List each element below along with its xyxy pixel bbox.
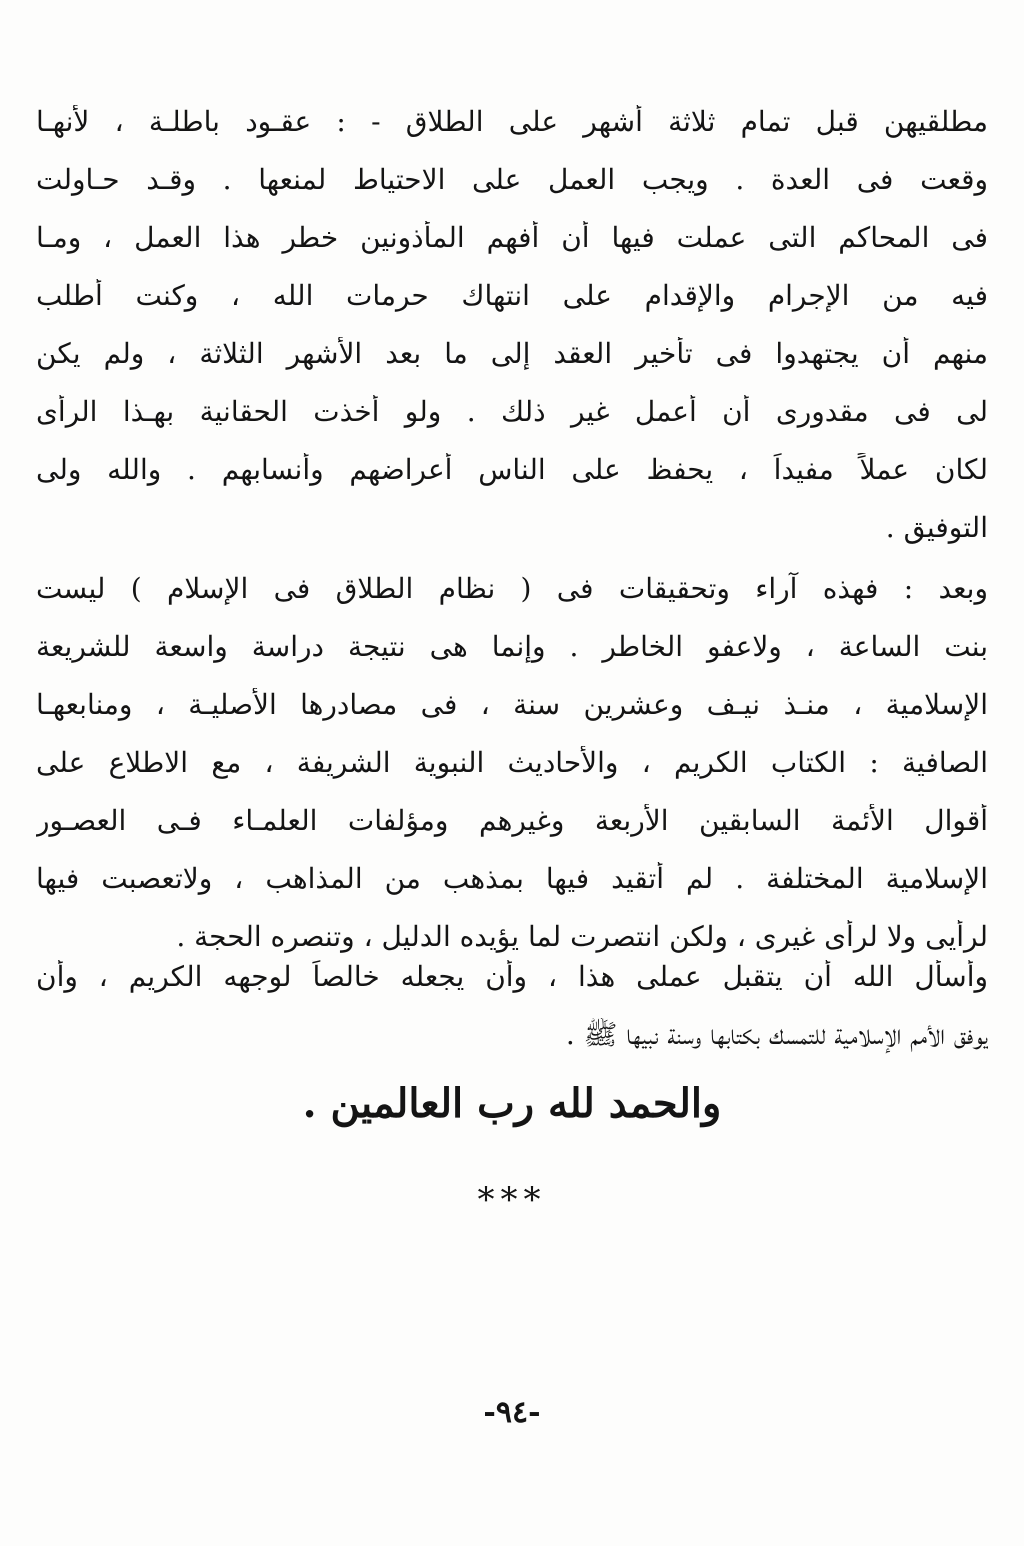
- bleed-through-line: [90, 1300, 920, 1360]
- text-line: منهم أن يجتهدوا فى تأخير العقد إلى ما بعد الأشهر الثلاثة ، ولم يكن: [36, 337, 988, 370]
- text-line: أقوال الأئمة السابقين الأربعة وغيرهم ومؤلفات العلمـاء فـى العصـور: [36, 804, 988, 837]
- text-line: وأسأل الله أن يتقبل عملى هذا ، وأن يجعله خالصاً لوجهه الكريم ، وأن: [36, 960, 988, 993]
- closing-praise: والحمد لله رب العالمين .: [302, 1080, 722, 1127]
- text-line: وبعد : فهذه آراء وتحقيقات فى ( نظام الطلاق فى الإسلام ) ليست: [36, 572, 988, 605]
- text-line: الإسلامية ، منـذ نيـف وعشرين سنة ، فى مصادرها الأصليـة ، ومنابعهـا: [36, 688, 988, 721]
- text-line: يوفق الأمم الإسلامية للتمسك بكتابها وسنة نبيها ﷺ .: [565, 1018, 988, 1051]
- text-line: لرأيى ولا لرأى غيرى ، ولكن انتصرت لما يؤيده الدليل ، وتنصره الحجة .: [176, 920, 988, 953]
- text-line: فيه من الإجرام والإقدام على انتهاك حرمات الله ، وكنت أطلب: [36, 279, 988, 312]
- bleed-through-line: [90, 1120, 920, 1180]
- paragraph-1: [36, 105, 988, 569]
- text-line: الإسلامية المختلفة . لم أتقيد فيها بمذهب من المذاهب ، ولاتعصبت فيها: [36, 862, 988, 895]
- text-line: بنت الساعة ، ولاعفو الخاطر . وإنما هى نتيجة دراسة واسعة للشريعة: [36, 630, 988, 663]
- text-line: فى المحاكم التى عملت فيها أن أفهم المأذونين خطر هذا العمل ، ومـا: [36, 221, 988, 254]
- text-line: وقعت فى العدة . ويجب العمل على الاحتياط لمنعها . وقـد حـاولت: [36, 163, 988, 196]
- text-line: لى فى مقدورى أن أعمل غير ذلك . ولو أخذت الحقانية بهـذا الرأى: [36, 395, 988, 428]
- bleed-through-line: [90, 1240, 920, 1300]
- bleed-through-marks: [90, 1120, 920, 1360]
- text-line: التوفيق .: [885, 511, 988, 544]
- separator-stars: ***: [477, 1180, 547, 1220]
- text-line: مطلقيهن قبل تمام ثلاثة أشهر على الطلاق - : عقـود باطلـة ، لأنهـا: [36, 105, 988, 138]
- page-number: -٩٤-: [483, 1395, 541, 1430]
- text-line: الصافية : الكتاب الكريم ، والأحاديث النبوية الشريفة ، مع الاطلاع على: [36, 746, 988, 779]
- paragraph-2: [36, 572, 988, 978]
- paragraph-3: [36, 960, 988, 1076]
- text-line: لكان عملاً مفيداً ، يحفظ على الناس أعراضهم وأنسابهم . والله ولى: [36, 453, 988, 486]
